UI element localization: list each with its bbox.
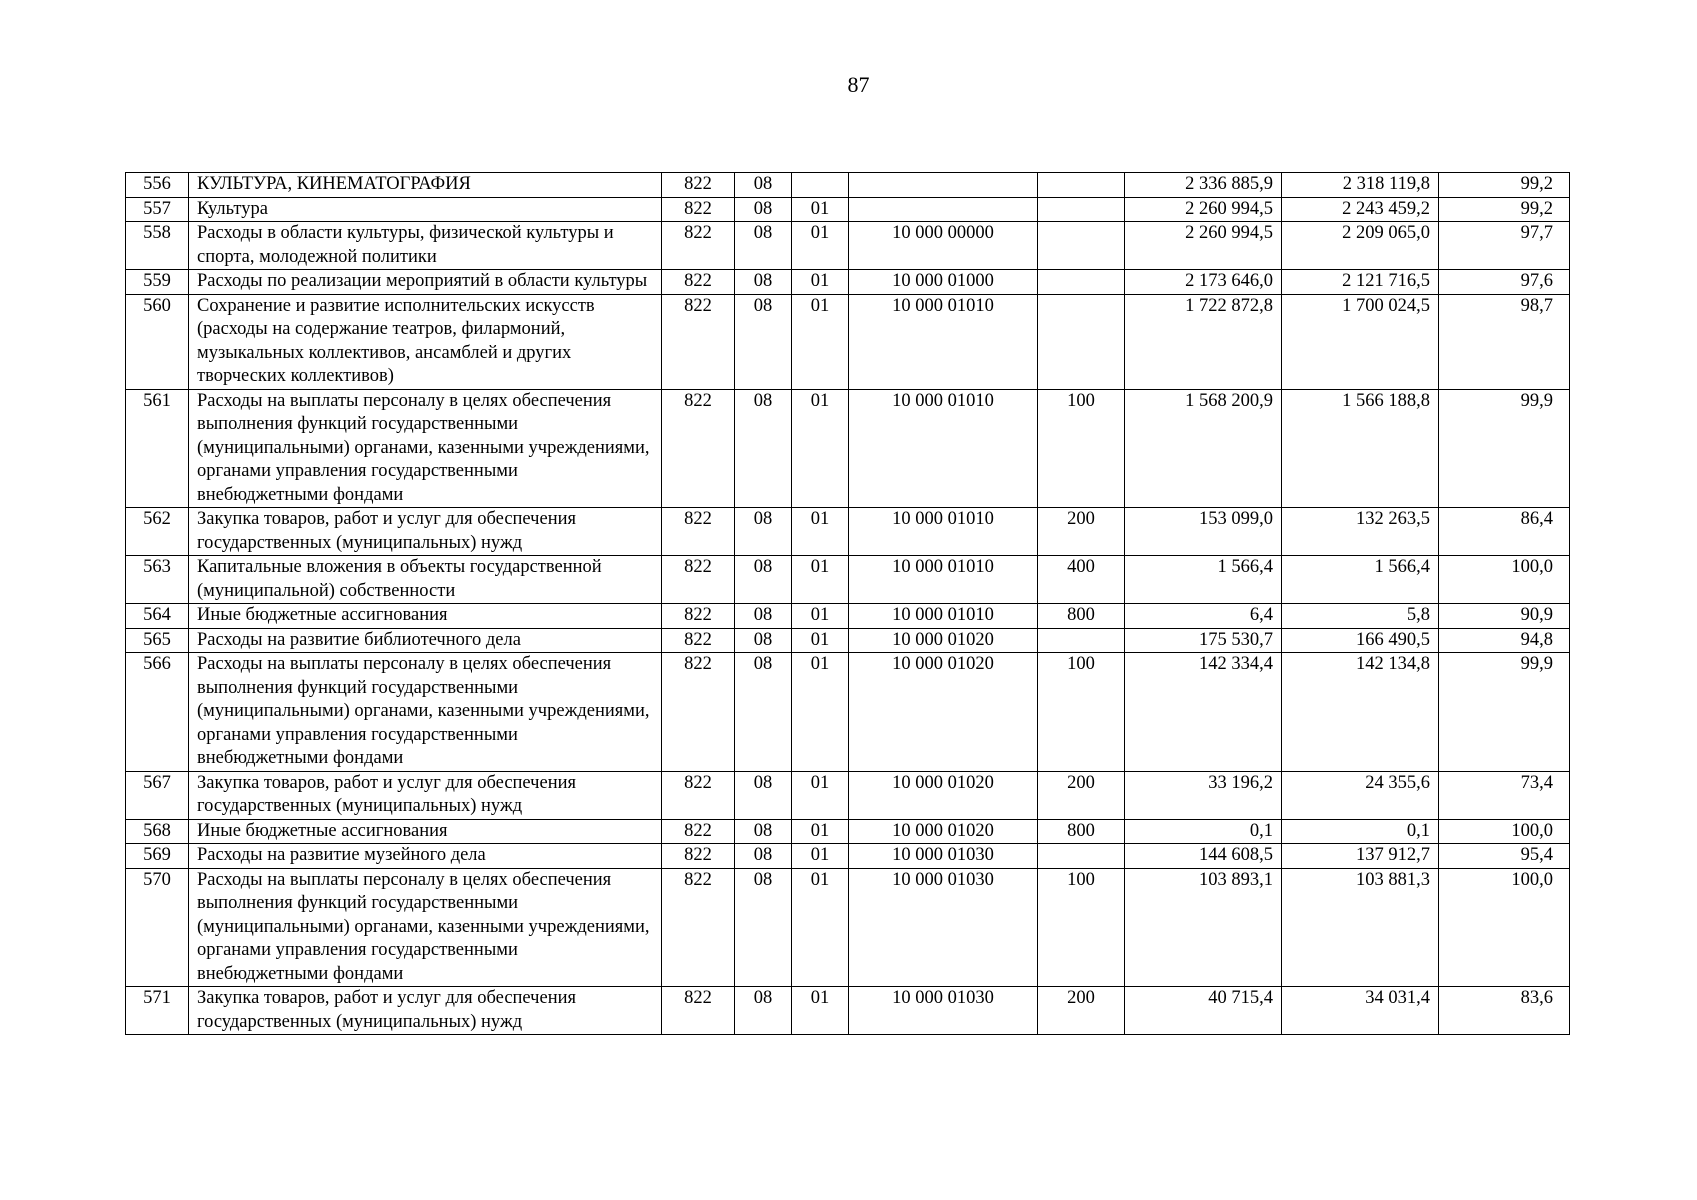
department-code-cell: 822	[662, 270, 735, 295]
subsection-code-cell: 01	[792, 294, 849, 389]
target-article-cell: 10 000 01020	[849, 771, 1038, 819]
execution-percent-cell: 94,8	[1439, 628, 1570, 653]
expense-type-cell: 200	[1038, 987, 1125, 1035]
subsection-code-cell	[792, 173, 849, 198]
table-row	[126, 508, 1570, 556]
actual-amount-cell: 34 031,4	[1282, 987, 1439, 1035]
section-code-cell: 08	[735, 270, 792, 295]
expense-type-cell: 100	[1038, 389, 1125, 508]
budget-table	[125, 172, 1570, 1035]
department-code-cell: 822	[662, 197, 735, 222]
section-code-cell: 08	[735, 294, 792, 389]
item-name-cell: Закупка товаров, работ и услуг для обеспечения государственных (муниципальных) нужд	[189, 771, 662, 819]
actual-amount-cell: 1 566,4	[1282, 556, 1439, 604]
execution-percent-cell: 95,4	[1439, 844, 1570, 869]
target-article-cell: 10 000 01000	[849, 270, 1038, 295]
expense-type-cell: 800	[1038, 819, 1125, 844]
department-code-cell: 822	[662, 771, 735, 819]
item-name-cell: Расходы на выплаты персоналу в целях обеспечения выполнения функций государственными (муниципальными) органами, казенными учреждениями, органами управления государственными внебюджетными фондами	[189, 389, 662, 508]
expense-type-cell	[1038, 294, 1125, 389]
row-number-cell: 567	[126, 771, 189, 819]
table-row	[126, 389, 1570, 508]
planned-amount-cell: 103 893,1	[1125, 868, 1282, 987]
row-number-cell: 559	[126, 270, 189, 295]
target-article-cell: 10 000 00000	[849, 222, 1038, 270]
table-row	[126, 294, 1570, 389]
target-article-cell	[849, 173, 1038, 198]
section-code-cell: 08	[735, 173, 792, 198]
subsection-code-cell: 01	[792, 270, 849, 295]
actual-amount-cell: 2 243 459,2	[1282, 197, 1439, 222]
actual-amount-cell: 166 490,5	[1282, 628, 1439, 653]
table-row	[126, 556, 1570, 604]
execution-percent-cell: 90,9	[1439, 604, 1570, 629]
target-article-cell: 10 000 01030	[849, 987, 1038, 1035]
target-article-cell: 10 000 01010	[849, 294, 1038, 389]
row-number-cell: 571	[126, 987, 189, 1035]
row-number-cell: 566	[126, 653, 189, 772]
row-number-cell: 570	[126, 868, 189, 987]
expense-type-cell	[1038, 628, 1125, 653]
actual-amount-cell: 24 355,6	[1282, 771, 1439, 819]
expense-type-cell	[1038, 844, 1125, 869]
department-code-cell: 822	[662, 389, 735, 508]
subsection-code-cell: 01	[792, 604, 849, 629]
page-number: 87	[847, 72, 870, 97]
department-code-cell: 822	[662, 868, 735, 987]
planned-amount-cell: 2 260 994,5	[1125, 197, 1282, 222]
table-row	[126, 604, 1570, 629]
planned-amount-cell: 2 260 994,5	[1125, 222, 1282, 270]
row-number-cell: 560	[126, 294, 189, 389]
row-number-cell: 565	[126, 628, 189, 653]
execution-percent-cell: 99,2	[1439, 173, 1570, 198]
planned-amount-cell: 33 196,2	[1125, 771, 1282, 819]
section-code-cell: 08	[735, 556, 792, 604]
department-code-cell: 822	[662, 604, 735, 629]
execution-percent-cell: 98,7	[1439, 294, 1570, 389]
planned-amount-cell: 144 608,5	[1125, 844, 1282, 869]
row-number-cell: 564	[126, 604, 189, 629]
expense-type-cell: 100	[1038, 653, 1125, 772]
planned-amount-cell: 1 722 872,8	[1125, 294, 1282, 389]
actual-amount-cell: 103 881,3	[1282, 868, 1439, 987]
execution-percent-cell: 97,7	[1439, 222, 1570, 270]
item-name-cell: Расходы в области культуры, физической культуры и спорта, молодежной политики	[189, 222, 662, 270]
table-row	[126, 270, 1570, 295]
planned-amount-cell: 40 715,4	[1125, 987, 1282, 1035]
item-name-cell: Иные бюджетные ассигнования	[189, 604, 662, 629]
section-code-cell: 08	[735, 222, 792, 270]
table-row	[126, 628, 1570, 653]
expense-type-cell: 200	[1038, 508, 1125, 556]
subsection-code-cell: 01	[792, 628, 849, 653]
row-number-cell: 562	[126, 508, 189, 556]
expense-type-cell	[1038, 222, 1125, 270]
item-name-cell: Закупка товаров, работ и услуг для обеспечения государственных (муниципальных) нужд	[189, 987, 662, 1035]
planned-amount-cell: 0,1	[1125, 819, 1282, 844]
planned-amount-cell: 1 568 200,9	[1125, 389, 1282, 508]
row-number-cell: 569	[126, 844, 189, 869]
department-code-cell: 822	[662, 987, 735, 1035]
table-row	[126, 771, 1570, 819]
subsection-code-cell: 01	[792, 987, 849, 1035]
target-article-cell: 10 000 01010	[849, 556, 1038, 604]
section-code-cell: 08	[735, 844, 792, 869]
actual-amount-cell: 0,1	[1282, 819, 1439, 844]
table-row	[126, 653, 1570, 772]
department-code-cell: 822	[662, 819, 735, 844]
department-code-cell: 822	[662, 653, 735, 772]
table-body	[126, 173, 1570, 1035]
execution-percent-cell: 100,0	[1439, 819, 1570, 844]
actual-amount-cell: 2 318 119,8	[1282, 173, 1439, 198]
expense-type-cell	[1038, 173, 1125, 198]
actual-amount-cell: 5,8	[1282, 604, 1439, 629]
subsection-code-cell: 01	[792, 389, 849, 508]
actual-amount-cell: 2 209 065,0	[1282, 222, 1439, 270]
item-name-cell: Культура	[189, 197, 662, 222]
subsection-code-cell: 01	[792, 844, 849, 869]
actual-amount-cell: 1 700 024,5	[1282, 294, 1439, 389]
department-code-cell: 822	[662, 222, 735, 270]
subsection-code-cell: 01	[792, 819, 849, 844]
subsection-code-cell: 01	[792, 868, 849, 987]
subsection-code-cell: 01	[792, 197, 849, 222]
row-number-cell: 556	[126, 173, 189, 198]
item-name-cell: Закупка товаров, работ и услуг для обеспечения государственных (муниципальных) нужд	[189, 508, 662, 556]
subsection-code-cell: 01	[792, 222, 849, 270]
subsection-code-cell: 01	[792, 508, 849, 556]
row-number-cell: 568	[126, 819, 189, 844]
execution-percent-cell: 99,2	[1439, 197, 1570, 222]
department-code-cell: 822	[662, 173, 735, 198]
row-number-cell: 561	[126, 389, 189, 508]
section-code-cell: 08	[735, 197, 792, 222]
planned-amount-cell: 2 336 885,9	[1125, 173, 1282, 198]
target-article-cell	[849, 197, 1038, 222]
row-number-cell: 563	[126, 556, 189, 604]
execution-percent-cell: 99,9	[1439, 389, 1570, 508]
department-code-cell: 822	[662, 844, 735, 869]
expense-type-cell: 800	[1038, 604, 1125, 629]
section-code-cell: 08	[735, 868, 792, 987]
target-article-cell: 10 000 01010	[849, 604, 1038, 629]
table-row	[126, 844, 1570, 869]
planned-amount-cell: 175 530,7	[1125, 628, 1282, 653]
actual-amount-cell: 142 134,8	[1282, 653, 1439, 772]
department-code-cell: 822	[662, 628, 735, 653]
section-code-cell: 08	[735, 987, 792, 1035]
actual-amount-cell: 2 121 716,5	[1282, 270, 1439, 295]
table-row	[126, 819, 1570, 844]
item-name-cell: Расходы по реализации мероприятий в области культуры	[189, 270, 662, 295]
actual-amount-cell: 137 912,7	[1282, 844, 1439, 869]
target-article-cell: 10 000 01020	[849, 628, 1038, 653]
section-code-cell: 08	[735, 771, 792, 819]
subsection-code-cell: 01	[792, 771, 849, 819]
expense-type-cell: 100	[1038, 868, 1125, 987]
target-article-cell: 10 000 01020	[849, 819, 1038, 844]
row-number-cell: 557	[126, 197, 189, 222]
table-row	[126, 868, 1570, 987]
execution-percent-cell: 99,9	[1439, 653, 1570, 772]
item-name-cell: Иные бюджетные ассигнования	[189, 819, 662, 844]
subsection-code-cell: 01	[792, 653, 849, 772]
planned-amount-cell: 153 099,0	[1125, 508, 1282, 556]
planned-amount-cell: 2 173 646,0	[1125, 270, 1282, 295]
section-code-cell: 08	[735, 653, 792, 772]
target-article-cell: 10 000 01010	[849, 389, 1038, 508]
actual-amount-cell: 132 263,5	[1282, 508, 1439, 556]
execution-percent-cell: 73,4	[1439, 771, 1570, 819]
subsection-code-cell: 01	[792, 556, 849, 604]
item-name-cell: КУЛЬТУРА, КИНЕМАТОГРАФИЯ	[189, 173, 662, 198]
row-number-cell: 558	[126, 222, 189, 270]
execution-percent-cell: 100,0	[1439, 556, 1570, 604]
item-name-cell: Расходы на выплаты персоналу в целях обеспечения выполнения функций государственными (муниципальными) органами, казенными учреждениями, органами управления государственными внебюджетными фондами	[189, 653, 662, 772]
table-row	[126, 987, 1570, 1035]
execution-percent-cell: 100,0	[1439, 868, 1570, 987]
item-name-cell: Сохранение и развитие исполнительских искусств (расходы на содержание театров, филармоний, музыкальных коллективов, ансамблей и других творческих коллективов)	[189, 294, 662, 389]
expense-type-cell	[1038, 270, 1125, 295]
section-code-cell: 08	[735, 508, 792, 556]
item-name-cell: Расходы на выплаты персоналу в целях обеспечения выполнения функций государственными (муниципальными) органами, казенными учреждениями, органами управления государственными внебюджетными фондами	[189, 868, 662, 987]
department-code-cell: 822	[662, 556, 735, 604]
table-row	[126, 173, 1570, 198]
expense-type-cell	[1038, 197, 1125, 222]
actual-amount-cell: 1 566 188,8	[1282, 389, 1439, 508]
target-article-cell: 10 000 01010	[849, 508, 1038, 556]
planned-amount-cell: 1 566,4	[1125, 556, 1282, 604]
item-name-cell: Расходы на развитие библиотечного дела	[189, 628, 662, 653]
execution-percent-cell: 86,4	[1439, 508, 1570, 556]
expense-type-cell: 200	[1038, 771, 1125, 819]
department-code-cell: 822	[662, 294, 735, 389]
execution-percent-cell: 97,6	[1439, 270, 1570, 295]
target-article-cell: 10 000 01030	[849, 844, 1038, 869]
section-code-cell: 08	[735, 819, 792, 844]
target-article-cell: 10 000 01030	[849, 868, 1038, 987]
item-name-cell: Расходы на развитие музейного дела	[189, 844, 662, 869]
planned-amount-cell: 142 334,4	[1125, 653, 1282, 772]
execution-percent-cell: 83,6	[1439, 987, 1570, 1035]
target-article-cell: 10 000 01020	[849, 653, 1038, 772]
item-name-cell: Капитальные вложения в объекты государственной (муниципальной) собственности	[189, 556, 662, 604]
department-code-cell: 822	[662, 508, 735, 556]
section-code-cell: 08	[735, 628, 792, 653]
section-code-cell: 08	[735, 604, 792, 629]
planned-amount-cell: 6,4	[1125, 604, 1282, 629]
expense-type-cell: 400	[1038, 556, 1125, 604]
table-row	[126, 222, 1570, 270]
section-code-cell: 08	[735, 389, 792, 508]
table-row	[126, 197, 1570, 222]
